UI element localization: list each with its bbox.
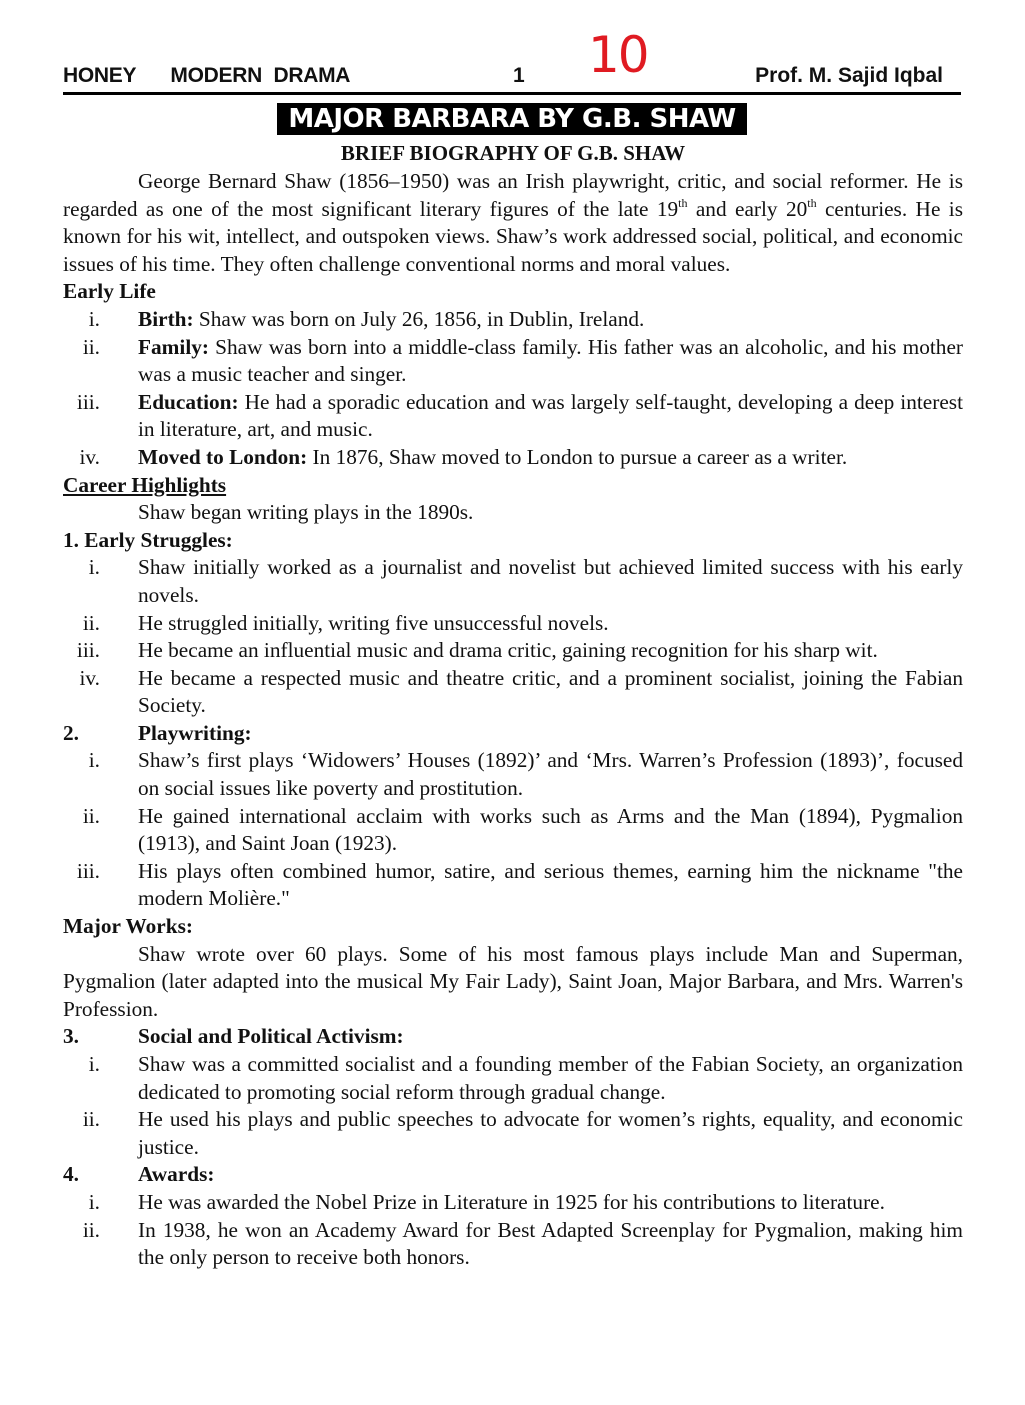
major-works-paragraph: Shaw wrote over 60 plays. Some of his most famous plays include Man and Superman, Pygmalion (later adapted into the musical My Fair Lady), Saint Joan, Major Barbara, and Mrs. Warren's Profession. xyxy=(63,941,963,1021)
list-number: i. xyxy=(88,1052,100,1076)
list-number: i. xyxy=(88,748,100,773)
awards-heading xyxy=(63,1161,963,1189)
list-number: i. xyxy=(88,1189,100,1214)
list-item xyxy=(63,858,963,913)
running-header xyxy=(63,64,963,92)
list-item xyxy=(63,1051,963,1106)
item-label: Birth: xyxy=(138,306,194,331)
list-item xyxy=(63,1106,963,1161)
item-text: He used his plays and public speeches to advocate for women’s rights, equality, and economic justice. xyxy=(138,1107,963,1159)
header-page-index: 1 xyxy=(513,64,525,87)
section-heading: Social and Political Activism: xyxy=(138,1024,404,1049)
list-number: i. xyxy=(88,555,100,580)
early-struggles-heading: 1. Early Struggles: xyxy=(63,527,233,552)
activism-heading xyxy=(63,1023,963,1051)
item-label: Moved to London: xyxy=(138,444,308,469)
item-text: Shaw initially worked as a journalist and novelist but achieved limited success with his early novels. xyxy=(138,555,963,607)
item-text: He had a sporadic education and was largely self-taught, developing a deep interest in literature, art, and music. xyxy=(138,389,963,442)
list-number: i. xyxy=(88,306,100,331)
list-item xyxy=(63,1189,963,1217)
document-body xyxy=(63,168,963,1272)
list-item xyxy=(63,665,963,720)
list-number: iii. xyxy=(76,389,100,414)
section-heading: Awards: xyxy=(138,1162,215,1187)
item-label: Family: xyxy=(138,334,209,359)
playwriting-heading xyxy=(63,720,963,748)
header-course-title: HONEY MODERN DRAMA xyxy=(63,64,351,87)
list-number: iv. xyxy=(79,444,100,469)
career-heading: Career Highlights xyxy=(63,472,227,497)
item-text: Shaw was born into a middle-class family. His father was an alcoholic, and his mother was a music teacher and singer. xyxy=(138,334,963,387)
list-item xyxy=(63,803,963,858)
item-label: Education: xyxy=(138,389,239,414)
list-item xyxy=(63,306,963,334)
section-number: 4. xyxy=(63,1162,79,1187)
intro-text-2: and early 20 xyxy=(687,196,808,221)
intro-text-3: centuries. He is known for his wit, intellect, and outspoken views. Shaw’s work addressed social, political, and economic issues of his time. They often challenge conventional norms and moral values. xyxy=(63,196,963,276)
career-intro: Shaw began writing plays in the 1890s. xyxy=(138,500,474,525)
intro-text-1: George Bernard Shaw (1856–1950) was an Irish playwright, critic, and social reformer. He is regarded as one of the most significant literary figures of the late 19 xyxy=(63,169,963,221)
superscript: th xyxy=(678,195,688,210)
header-divider xyxy=(63,92,961,95)
list-item xyxy=(63,334,963,389)
page-number: 10 xyxy=(588,26,648,84)
list-number: iii. xyxy=(76,858,100,883)
list-item xyxy=(63,389,963,444)
item-text: His plays often combined humor, satire, and serious themes, earning him the nickname "the modern Molière." xyxy=(138,858,963,911)
item-text: He gained international acclaim with works such as Arms and the Man (1894), Pygmalion (1913), and Saint Joan (1923). xyxy=(138,803,963,856)
header-author: Prof. M. Sajid Iqbal xyxy=(755,64,943,87)
item-text: He struggled initially, writing five unsuccessful novels. xyxy=(138,610,609,635)
list-number: ii. xyxy=(82,1217,100,1242)
document-title: MAJOR BARBARA BY G.B. SHAW xyxy=(277,103,747,135)
list-item xyxy=(63,554,963,609)
section-number: 2. xyxy=(63,720,79,745)
list-number: ii. xyxy=(82,610,100,635)
item-text: Shaw was born on July 26, 1856, in Dublin, Ireland. xyxy=(193,306,645,331)
list-number: ii. xyxy=(82,334,100,359)
item-text: In 1938, he won an Academy Award for Best Adapted Screenplay for Pygmalion, making him the only person to receive both honors. xyxy=(138,1217,963,1270)
list-item xyxy=(63,444,963,472)
section-subtitle: BRIEF BIOGRAPHY OF G.B. SHAW xyxy=(340,141,686,165)
item-text: Shaw was a committed socialist and a founding member of the Fabian Society, an organization dedicated to promoting social reform through gradual change. xyxy=(138,1052,963,1104)
section-number: 3. xyxy=(63,1024,79,1049)
list-number: iv. xyxy=(79,665,100,690)
list-item xyxy=(63,747,963,802)
list-item xyxy=(63,637,963,665)
list-number: iii. xyxy=(76,638,100,663)
superscript: th xyxy=(807,195,817,210)
list-item xyxy=(63,1217,963,1272)
item-text: In 1876, Shaw moved to London to pursue a career as a writer. xyxy=(307,444,848,469)
major-works-heading: Major Works: xyxy=(63,914,193,939)
section-heading: Playwriting: xyxy=(138,720,252,745)
item-text: He became a respected music and theatre critic, and a prominent socialist, joining the Fabian Society. xyxy=(138,665,963,718)
early-life-heading: Early Life xyxy=(63,279,156,304)
list-number: ii. xyxy=(82,803,100,828)
item-text: Shaw’s first plays ‘Widowers’ Houses (1892)’ and ‘Mrs. Warren’s Profession (1893)’, focused on social issues like poverty and prostitution. xyxy=(138,748,963,801)
intro-paragraph xyxy=(63,168,963,278)
list-item xyxy=(63,610,963,638)
list-number: ii. xyxy=(82,1107,100,1132)
item-text: He became an influential music and drama critic, gaining recognition for his sharp wit. xyxy=(138,638,878,663)
item-text: He was awarded the Nobel Prize in Literature in 1925 for his contributions to literature. xyxy=(138,1189,885,1214)
